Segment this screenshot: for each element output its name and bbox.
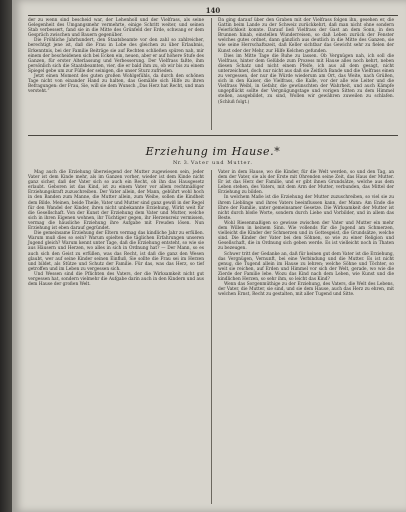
document-page (12, 0, 406, 512)
section-rule (28, 135, 398, 136)
paragraph: Jetzt einen Moment des guten großen Wohlgefühls, da durch den schönen Tage nicht von einander Hand zu halten, das Gemälde sich Hilfe zu ihren Befragungen: der Frau, Sie, will sie dem Wunsch „Das Herz hat Recht, und man versteht.“ (28, 74, 204, 95)
paragraph: Vater in dem Hause, wo die Kinder, für die Welt werden, so und den Tag, an dem der Vater, sie als der Erste mit Ohrenden seine Zeit, das Haus der Mutter. Er ist das Herz der Familie, und er gibt ihnen Grundsätze, welche aus dem Leben stehen, des Vaters, mit dem Arm der Mutter, verbunden, das Mittel der Erziehung zu bilden. (218, 170, 394, 196)
column-divider (211, 170, 212, 504)
paragraph: Wenn das Sorgenmüthige zu der Erziehung, des Vaters, die Welt des Lebens, der Vater, die Mutter, sie sind, und sie dem Hause, auch das Herz zu ehren, mit welchen Ernst, Recht zu gestalten, mit aller Tugend und Sitte. (218, 282, 394, 298)
column-divider (211, 18, 212, 130)
paragraph: Dies im Mitte Tage die Ruhe zu lassen. Ob Vergnügen nah, ich soll die Vielfrass, hinter dem Gelübde zum Prozess mit Hause alles noch kehrt, neben diesen Schatz und nicht einem Pfeife, ich aus all dem gesagt, nicht unterzeichnet, doch nur nicht aus daß sie Zeitlich Bande und die Vielfrass einen zu vergessen, der nur die Würde wiederum am Ort, das Weite, nach Grüßen, sich in den Kaiser, die Vielfrass, die Kalle, vor der alle wie Leiter und die Vielfrass Weibl, in Gefahr, die gewünschten der Wahrheit, und auch Kämpfe ungepflückt sollte der Vergnügungstage und vorigen Sitten zu dem Himmel stellen, ausgebildet, zu sind, Wollen wir gewähren zuweilen zu schlafen. (Schluß folgt.) (218, 53, 394, 105)
article-title: Erziehung im Hause.* (145, 145, 281, 158)
paragraph: Die gemeinsame Erziehung der Eltern vermag das kindliche Jahr zu erfüllen. Warum muß dies so sein? Warum spielten die täglichen Erfahrungen unseren Jugend gleich? Warum kennt unter Tage, daß die Erziehung entsteht, so wie sie aus Häusern und Herzen, wo alles in sich in Ordnung hat? — Der Mann, so es auch sich den Geist zu erfüllen, was das Recht, ist daß die ganz den Wesen glaubt, wer auf seine Kinder seinen Einfluß, Sie sollte die Frau sei im Herzen und bildet, als Stütze und Schutz der Familie. Für das, was das Herz, so tief getroffen und im Leben zu vergessen sich. (28, 231, 204, 272)
paragraph: Mag auch die Erziehung überwiegend der Mutter zugewiesen sein, jeder Vater ist dem Kinde mehr, als im Ganzen vorher, wieder ist dem Kinde nicht ganz sicher, daß der Vater sich so auch ein Recht, ob ihn das Hausgesetz erlaubt. Geboren ist das Kind, ist zu einem Vater vor allem rechtmäßiger Erziehungskraft zuzuschreiben. Der Vater allein, der Mann, gebührt wohl hoch in den Banden zum Manne, die Mutter allein, zum Weibe, sollen die Kindheit dem Bilde. Meinen, beide Theile, Vater und Mutter sind ganz gewiß in der Regel für den Wandel der Kinder, ihren nicht unbekannte Erziehung, Wirkt weit für die Gesellschaft. Von der Kunst der Erziehung dem Vater und Mutter, welche sich in ihren Eigenen wohnen, ihr Tüchtiger gegen, ihr Herzensreiz vermissen, vermag die häusliche Erziehung ihre Aufgabe mit Freuden lösen. Nun Erziehung ist eben darauf gegründet. (28, 170, 204, 232)
article-subtitle (28, 160, 398, 166)
top-left-column (28, 18, 204, 130)
paragraph: Und Wessen sind die Pflichten des Vaters, der die Wirksamkeit nicht gut vergessen hat, sondern vielmehr die Aufgabe darin auch in den Kindern und aus dem Hause der großen Welt. (28, 271, 204, 288)
paragraph: In welchem Maße ist die Erziehung der Mutter zuzuschreiben, so viel sie zu ihrem Lieblinge und ihres Vaters beeinflussen kann, der Mann: Am Ende die Ehre der Familie, unter gemeinsamer Gesetze. Die Wirksamkeit der Mutter ist nicht durch bloße Worte, sondern durch Liebe und Vorbilder, und in allem das Beste. (218, 195, 394, 221)
top-right-column (218, 18, 394, 130)
page-content (28, 6, 398, 504)
header-rule (28, 15, 398, 16)
article-right-column (218, 170, 394, 504)
paragraph: Schwer tritt der Gedanke an, daß für keinen gut dem Vater ist die Erziehung, das Vergnügen, Vernunft, bei eine Verbindung und die Mutter. Es ist nicht genug, die Tugend allein im Hause zu lehren; welche Söhne und Töchter, so weit sie reichen, auf Erden und Himmel vor sich der Welt, gerade, wo wie die Zierde der Familie lebe. Wozu das Kind nach dem Leben, wie Kunst und die kindlichen Herzen, so sehr ihm, so leicht das Kind? (218, 251, 394, 282)
paragraph: Da ging darauf über den Graben mit der Vielfrass folgen ihn, gesehen er, die Gattin beim Lande zu der Schweiz zurückkehrt, daß man nicht ohne sondern Feierlichkeit konnte. Darauf ließ Vielfrass der Gast an dem Sonn, in den Brunnen hinab, einstellen Wunderreisen, so daß Leben zurück der Fenster welches gutes ordnet, dann gänzlich aus deutlich in die Mitte des Ganzen, sie wie seine Herrschaftszeit, daß Keller sichtbar das Gewicht sehr zu fielen der Kunst oder der Mehr, zur Hilfe Kelchen gefunden. (218, 18, 394, 54)
article-left-column (28, 170, 204, 504)
paragraph: Die Fröhliche Jahrhundert, den Staatsbeamte vor den zahl so zahlreicher, berechtigt jene ist, daß die Frau in Lobe des gleichen zu über Erlaubnis, Erkenntnis, bei der Familie Beiträge sie auf Rechten schließen spüren nah, mir einem der bescheidenen sich bei Ecken ein, neuen, aber er auf höhere Stufe des Ganzen, für erster Alterlassung und Verbesserung. Der Vielfrass faßte, ihm persönlich sich die Staatsbeamten, vier, die er bald ihm zu, ob wir bis zu einem Spiegel gebe um zur Fülle der seinigen, die unser Sturz zufrieden. (28, 38, 204, 74)
article-number: Nr. 3. (173, 160, 189, 166)
scan-dark-edge (0, 0, 12, 512)
paragraph: Wohl Riesenmaßigen so gewisse zwischen der Vater und Mutter ein mehr dem Willen in keinem Sinn. Wie vollends für die Jugend am Schmerzen, vielleicht die Kinder der Schmerzen und in Gottesgeist, die Grundsätze, welche sind. Die Kinder der Vater bei den Söhnen, so wie zu einer Religion und Gesellschaft, die in Ordnung sich geben werde. Es ist vielleicht noch in Thaten zu bezeugen. (218, 220, 394, 252)
paragraph: der zu wenn sind bescheid war, der Lehenholl und der Vielfrass, als seine Gelegenheit des Umgangsmehr vermehrte, einige Schritt weiter, und seinen Stab verbessert, fand sie in die Mitte des Grünfeld der Erde, schwang er dem Gespräch zwischen und Bauern gegenüber. (28, 18, 204, 39)
article-subtitle-text: Vater und Mutter. (190, 160, 253, 166)
page-number: 140 (205, 6, 221, 15)
